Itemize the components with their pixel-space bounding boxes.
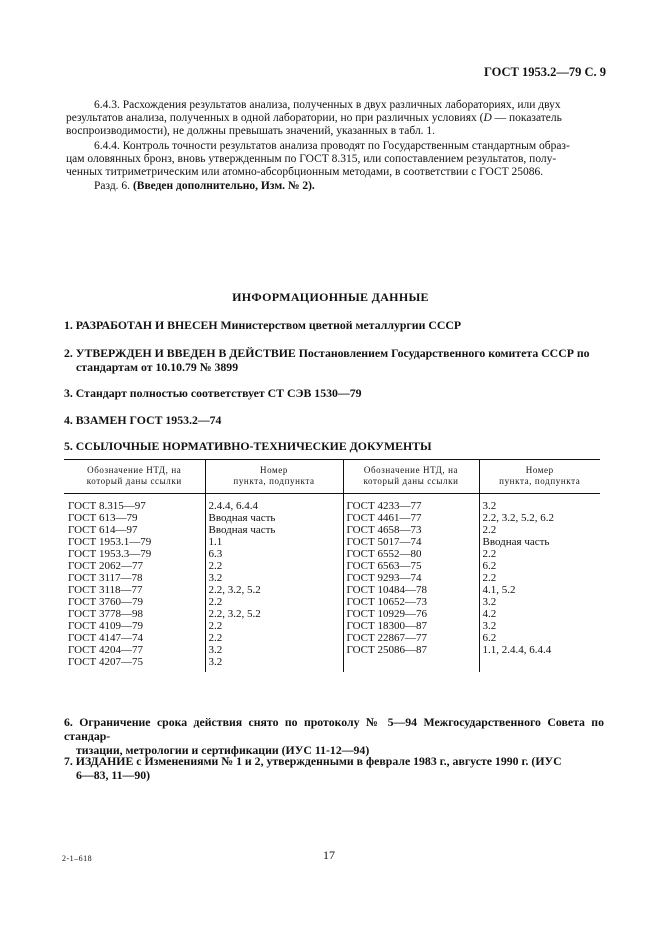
clause-cell: 2.2, 3.2, 5.2 (205, 608, 343, 620)
table-row (64, 524, 600, 536)
ntd-cell: ГОСТ 613—79 (64, 512, 205, 524)
ntd-cell: ГОСТ 18300—87 (343, 620, 479, 632)
info-item-5: 5. ССЫЛОЧНЫЕ НОРМАТИВНО-ТЕХНИЧЕСКИЕ ДОКУМЕНТЫ (64, 439, 432, 453)
info-item-line: 7. ИЗДАНИЕ с Изменениями № 1 и 2, утвержденными в феврале 1983 г., августе 1990 г. (ИУС (64, 754, 562, 768)
paragraph-6-4-3 (66, 99, 600, 138)
ntd-cell: ГОСТ 25086—87 (343, 644, 479, 656)
table-row (64, 584, 600, 596)
section-6-note: Разд. 6. (Введен дополнительно, Изм. № 2). (94, 180, 315, 192)
info-item-2 (64, 346, 604, 374)
column-header-ntd: Обозначение НТД, на который даны ссылки (64, 460, 205, 494)
ntd-cell: ГОСТ 10484—78 (343, 584, 479, 596)
info-item-line: стандартам от 10.10.79 № 3899 (76, 360, 239, 374)
clause-cell: Вводная часть (205, 512, 343, 524)
ntd-cell: ГОСТ 4207—75 (64, 656, 205, 672)
ntd-cell: ГОСТ 4204—77 (64, 644, 205, 656)
info-title: ИНФОРМАЦИОННЫЕ ДАННЫЕ (232, 290, 429, 304)
ntd-cell: ГОСТ 6552—80 (343, 548, 479, 560)
column-header-number: Номер пункта, подпункта (205, 460, 343, 494)
ntd-cell (343, 656, 479, 672)
ntd-cell: ГОСТ 10929—76 (343, 608, 479, 620)
clause-cell: 2.2 (482, 548, 497, 560)
clause-cell: 1.1, 2.4.4, 6.4.4 (482, 644, 552, 656)
info-item-line: 2. УТВЕРЖДЕН И ВВЕДЕН В ДЕЙСТВИЕ Постановлением Государственного комитета СССР по (64, 346, 590, 360)
clause-cell (479, 656, 600, 672)
clause-cell: Вводная часть (482, 536, 550, 548)
info-item-7 (64, 754, 604, 782)
clause-cell: 2.2 (205, 632, 343, 644)
clause-cell: 2.2 (205, 560, 343, 572)
column-header-number: Номер пункта, подпункта (479, 460, 600, 494)
clause-cell: 3.2 (482, 596, 497, 608)
table-row (64, 560, 600, 572)
ntd-cell: ГОСТ 9293—74 (343, 572, 479, 584)
table-row (64, 494, 600, 512)
clause-cell: 6.3 (205, 548, 343, 560)
paragraph-line: воспроизводимости), не должны превышать значений, указанных в табл. 1. (66, 125, 436, 137)
clause-cell: 6.2 (482, 632, 497, 644)
info-item-line: 6—83, 11—90) (76, 768, 151, 782)
reference-table (64, 459, 600, 672)
page-header: ГОСТ 1953.2—79 С. 9 (484, 65, 607, 79)
clause-cell: 3.2 (205, 656, 343, 672)
page-number: 17 (323, 848, 335, 862)
paragraph-line: ченных титриметрическим или атомно-абсорбционным методами, в соответствии с ГОСТ 25086. (66, 166, 544, 178)
ntd-cell: ГОСТ 1953.3—79 (64, 548, 205, 560)
ntd-cell: ГОСТ 4233—77 (343, 494, 479, 512)
clause-cell: 2.2 (205, 620, 343, 632)
clause-cell: 2.2 (482, 524, 497, 536)
ntd-cell: ГОСТ 1953.1—79 (64, 536, 205, 548)
clause-cell: 2.2 (205, 596, 343, 608)
table-row (64, 512, 600, 524)
clause-cell: 3.2 (205, 644, 343, 656)
ntd-cell: ГОСТ 2062—77 (64, 560, 205, 572)
paragraph-line: цам оловянных бронз, вновь утвержденным по ГОСТ 8.315, или сопоставлением результатов, полу- (66, 153, 557, 165)
clause-cell: Вводная часть (205, 524, 343, 536)
table-row (64, 572, 600, 584)
table-row (64, 644, 600, 656)
table-row (64, 656, 600, 672)
clause-cell: 4.2 (482, 608, 497, 620)
ntd-cell: ГОСТ 6563—75 (343, 560, 479, 572)
info-item-3: 3. Стандарт полностью соответствует СТ СЭВ 1530—79 (64, 386, 362, 400)
clause-cell: 6.2 (482, 560, 497, 572)
ntd-cell: ГОСТ 8.315—97 (64, 494, 205, 512)
ntd-cell: ГОСТ 5017—74 (343, 536, 479, 548)
clause-cell: 2.2 (482, 572, 497, 584)
ntd-cell: ГОСТ 3778—98 (64, 608, 205, 620)
paragraph-6-4-4 (66, 140, 600, 179)
table-row (64, 548, 600, 560)
table-row (64, 596, 600, 608)
paragraph-line: 6.4.4. Контроль точности результатов анализа проводят по Государственным стандартным образ- (94, 140, 570, 152)
table-row (64, 536, 600, 548)
clause-cell: 3.2 (482, 620, 497, 632)
table-row (64, 608, 600, 620)
info-item-1: 1. РАЗРАБОТАН И ВНЕСЕН Министерством цветной металлургии СССР (64, 318, 462, 332)
clause-cell: 3.2 (482, 500, 497, 512)
table-row (64, 620, 600, 632)
clause-cell: 2.4.4, 6.4.4 (205, 494, 343, 512)
clause-cell: 2.2, 3.2, 5.2 (205, 584, 343, 596)
info-item-line: 6. Ограничение срока действия снято по протоколу № 5—94 Межгосударственного Совета по стандар- (64, 715, 604, 743)
info-item-4: 4. ВЗАМЕН ГОСТ 1953.2—74 (64, 413, 222, 427)
info-item-line: тизации, метрологии и сертификации (ИУС 11-12—94) (76, 743, 370, 757)
ntd-cell: ГОСТ 3760—79 (64, 596, 205, 608)
paragraph-line: результатов анализа, полученных в одной лаборатории, но при различных условиях (D — показатель (66, 112, 562, 124)
ntd-cell: ГОСТ 3117—78 (64, 572, 205, 584)
ntd-cell: ГОСТ 4109—79 (64, 620, 205, 632)
ntd-cell: ГОСТ 3118—77 (64, 584, 205, 596)
ntd-cell: ГОСТ 4461—77 (343, 512, 479, 524)
ntd-cell: ГОСТ 614—97 (64, 524, 205, 536)
clause-cell: 1.1 (205, 536, 343, 548)
clause-cell: 3.2 (205, 572, 343, 584)
paragraph-line: 6.4.3. Расхождения результатов анализа, полученных в двух различных лабораториях, или двух (94, 99, 561, 111)
clause-cell: 2.2, 3.2, 5.2, 6.2 (482, 512, 554, 524)
ntd-cell: ГОСТ 4658—73 (343, 524, 479, 536)
reference-table-header (64, 459, 600, 494)
clause-cell: 4.1, 5.2 (482, 584, 516, 596)
reference-table-body (64, 494, 600, 672)
ntd-cell: ГОСТ 22867—77 (343, 632, 479, 644)
footer-code: 2-1–618 (62, 854, 93, 863)
table-row (64, 632, 600, 644)
ntd-cell: ГОСТ 10652—73 (343, 596, 479, 608)
ntd-cell: ГОСТ 4147—74 (64, 632, 205, 644)
column-header-ntd: Обозначение НТД, на который даны ссылки (343, 460, 479, 494)
info-item-6 (64, 715, 604, 757)
